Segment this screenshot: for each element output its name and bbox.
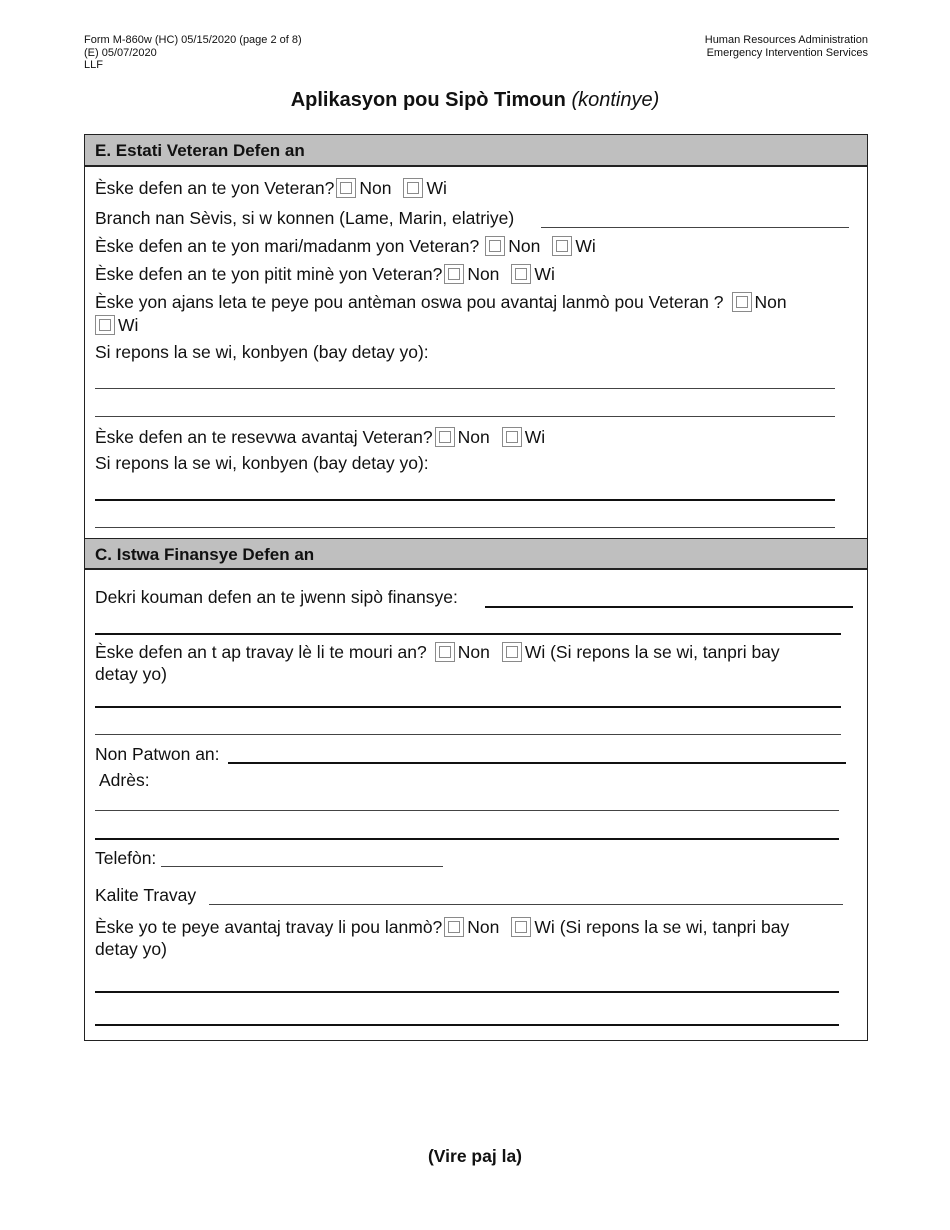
job-benefit-question	[95, 916, 789, 938]
benefits-question-text: Èske defen an te resevwa avantaj Veteran?	[95, 427, 433, 447]
job-benefit-details-line-1[interactable]	[95, 991, 839, 993]
job-type-label: Kalite Travay	[95, 885, 197, 905]
financial-support-line-2[interactable]	[95, 633, 841, 635]
spouse-question-text: Èske defen an te yon mari/madanm yon Veteran?	[95, 236, 480, 256]
agency-question-text: Èske yon ajans leta te peye pou antèman oswa pou avantaj lanmò pou Veteran ?	[95, 292, 724, 312]
financial-support-line-1[interactable]	[485, 606, 853, 608]
child-no-label: Non	[467, 264, 500, 284]
working-details-label: detay yo)	[95, 664, 167, 684]
benefits-details-line-1[interactable]	[95, 499, 835, 501]
veteran-yes-label: Wi	[426, 178, 447, 198]
form-identifier	[84, 34, 302, 72]
job-benefit-no-checkbox[interactable]	[444, 917, 464, 937]
form-date: (E) 05/07/2020	[84, 46, 157, 59]
job-benefit-no-label: Non	[467, 917, 500, 937]
working-no-checkbox[interactable]	[435, 642, 455, 662]
job-benefit-question-tail: (Si repons la se wi, tanpri bay	[559, 917, 790, 937]
spouse-yes-checkbox[interactable]	[552, 236, 572, 256]
branch-label: Branch nan Sèvis, si w konnen (Lame, Marin, elatriye)	[95, 208, 515, 228]
job-benefit-question-text: Èske yo te peye avantaj travay li pou lanmò?	[95, 917, 443, 937]
child-question	[95, 263, 555, 285]
agency-yes-row	[95, 314, 138, 336]
spouse-no-checkbox[interactable]	[485, 236, 505, 256]
page-title-main: Aplikasyon pou Sipò Timoun	[290, 89, 566, 111]
working-no-label: Non	[457, 642, 490, 662]
benefits-yes-label: Wi	[524, 427, 546, 447]
spouse-no-label: Non	[508, 236, 541, 256]
section-e-heading: E. Estati Veteran Defen an	[85, 135, 867, 167]
turn-page-note: (Vire paj la)	[427, 1146, 523, 1166]
benefits-no-checkbox[interactable]	[435, 427, 455, 447]
amount-details-line-1[interactable]	[95, 388, 835, 389]
spouse-yes-label: Wi	[575, 236, 596, 256]
financial-support-label: Dekri kouman defen an te jwenn sipò finansye:	[95, 587, 458, 607]
if-yes-amount-label-1: Si repons la se wi, konbyen (bay detay yo):	[95, 342, 429, 362]
working-question-tail: (Si repons la se wi, tanpri bay	[550, 642, 780, 662]
address-label: Adrès:	[99, 770, 150, 790]
benefits-question	[95, 426, 545, 448]
child-yes-label: Wi	[534, 264, 555, 284]
veteran-question-text: Èske defen an te yon Veteran?	[95, 178, 335, 198]
veteran-no-checkbox[interactable]	[336, 178, 356, 198]
working-question	[95, 641, 780, 663]
agency-division: Emergency Intervention Services	[706, 46, 868, 59]
page-title	[0, 89, 950, 112]
agency-name: Human Resources Administration	[704, 34, 868, 46]
child-no-checkbox[interactable]	[444, 264, 464, 284]
agency-yes-checkbox[interactable]	[95, 315, 115, 335]
employer-label: Non Patwon an:	[95, 744, 220, 764]
job-benefit-details-label: detay yo)	[95, 939, 167, 959]
working-details-line-1[interactable]	[95, 706, 841, 708]
agency-question	[95, 291, 787, 313]
spouse-question	[95, 235, 596, 257]
address-line-2[interactable]	[95, 838, 839, 840]
agency-block	[705, 34, 868, 59]
benefits-no-label: Non	[457, 427, 490, 447]
job-benefit-yes-label: Wi	[534, 917, 555, 937]
benefits-yes-checkbox[interactable]	[502, 427, 522, 447]
working-details-line-2[interactable]	[95, 734, 841, 735]
form-frame	[84, 134, 868, 1041]
benefits-details-line-2[interactable]	[95, 527, 835, 528]
form-language-code: LLF	[84, 59, 103, 71]
working-question-text: Èske defen an t ap travay lè li te mouri an?	[95, 642, 427, 662]
child-question-text: Èske defen an te yon pitit minè yon Veteran?	[95, 264, 443, 284]
amount-details-line-2[interactable]	[95, 416, 835, 417]
address-line-1[interactable]	[95, 810, 839, 811]
veteran-yes-checkbox[interactable]	[403, 178, 423, 198]
phone-label: Telefòn:	[95, 848, 157, 868]
agency-no-label: Non	[754, 292, 787, 312]
veteran-no-label: Non	[359, 178, 392, 198]
child-yes-checkbox[interactable]	[511, 264, 531, 284]
if-yes-amount-label-2: Si repons la se wi, konbyen (bay detay yo):	[95, 453, 429, 473]
employer-input-line[interactable]	[228, 762, 846, 764]
page-title-suffix: (kontinye)	[571, 89, 660, 111]
working-yes-checkbox[interactable]	[502, 642, 522, 662]
veteran-question	[95, 177, 447, 199]
job-benefit-details-line-2[interactable]	[95, 1024, 839, 1026]
branch-input-line[interactable]	[541, 227, 849, 228]
job-type-input-line[interactable]	[209, 904, 843, 905]
section-c-heading: C. Istwa Finansye Defen an	[85, 538, 867, 570]
job-benefit-yes-checkbox[interactable]	[511, 917, 531, 937]
working-yes-label: Wi	[524, 642, 546, 662]
form-number: Form M-860w (HC) 05/15/2020 (page 2 of 8)	[84, 34, 302, 46]
agency-no-checkbox[interactable]	[732, 292, 752, 312]
phone-input-line[interactable]	[161, 866, 443, 867]
agency-yes-label: Wi	[118, 315, 139, 335]
